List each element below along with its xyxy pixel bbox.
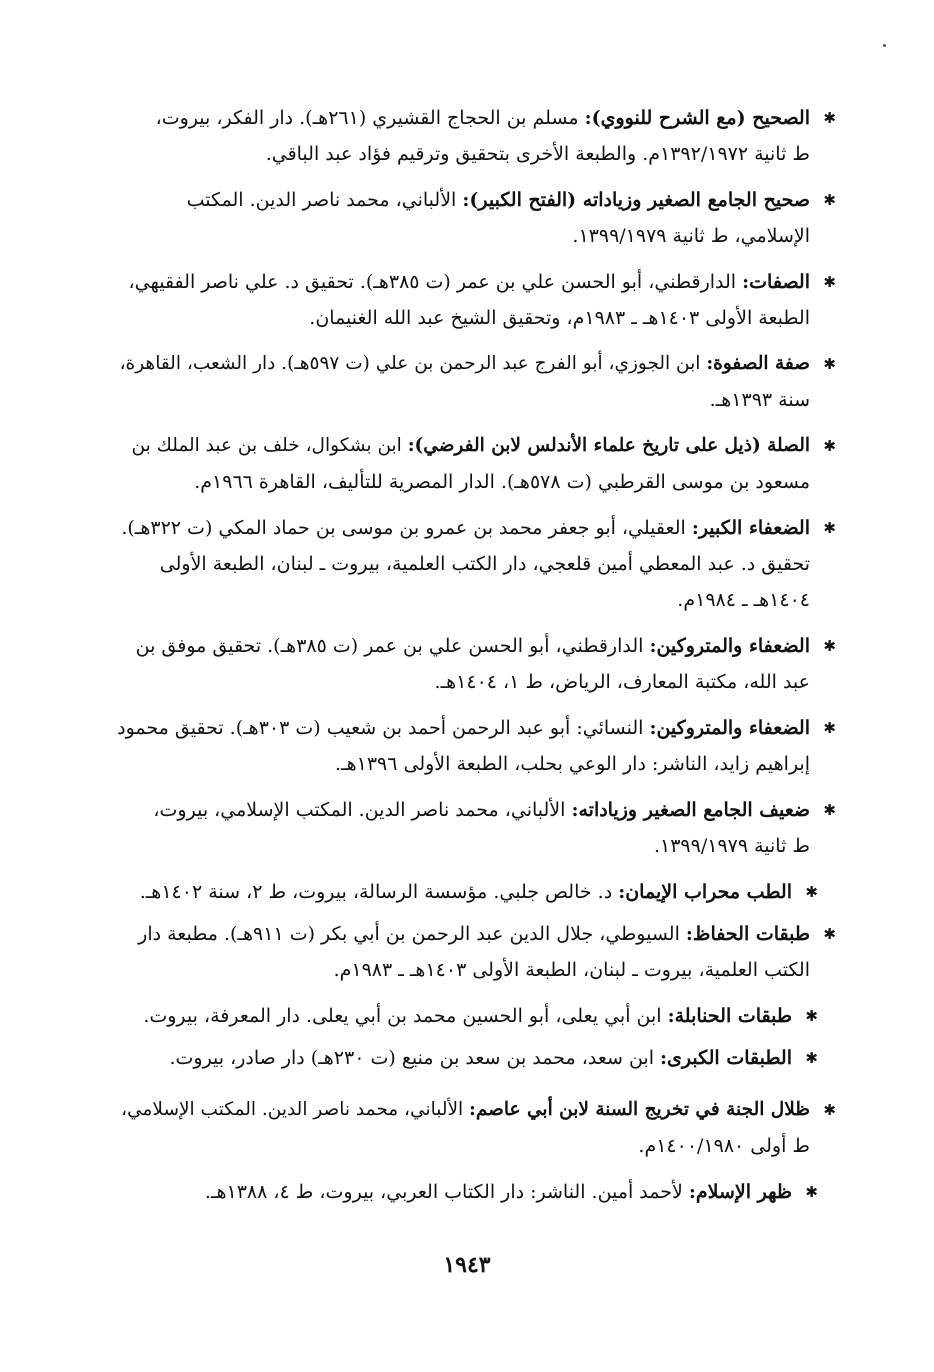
asterisk-bullet-icon: ✱ — [805, 1049, 818, 1067]
entry-title: الضعفاء الكبير: — [691, 517, 810, 539]
entry-text: السيوطي، جلال الدين عبد الرحمن بن أبي بكر (ت ٩١١هـ). مطبعة دار — [138, 923, 680, 945]
entry-first-line — [98, 998, 818, 1034]
bibliography-entry — [98, 1040, 818, 1076]
entry-text: ابن بشكوال، خلف بن عبد الملك بن — [131, 435, 402, 456]
entry-title: الضعفاء والمتروكين: — [649, 717, 810, 739]
asterisk-bullet-icon: ✱ — [823, 437, 836, 455]
asterisk-bullet-icon: ✱ — [823, 637, 836, 655]
entry-first-line — [116, 182, 836, 218]
entry-first-line — [116, 346, 836, 382]
bibliography-entry — [116, 346, 836, 418]
entry-text: تحقيق د. عبد المعطي أمين قلعجي، دار الكتب العلمية، بيروت ـ لبنان، الطبعة الأولى — [159, 553, 810, 575]
bibliography-entry — [116, 100, 836, 172]
bibliography-entry — [98, 998, 818, 1034]
entry-text: ط ثانية ١٣٩٩/١٩٧٩. — [653, 835, 810, 857]
entry-continuation-line — [116, 664, 836, 700]
entry-text: ابن الجوزي، أبو الفرج عبد الرحمن بن علي (ت ٥٩٧هـ). دار الشعب، القاهرة، — [119, 353, 701, 374]
entry-title: ظهر الإسلام: — [688, 1181, 792, 1203]
entry-text: الكتب العلمية، بيروت ـ لبنان، الطبعة الأولى ١٤٠٣هـ ـ ١٩٨٣م. — [333, 959, 810, 981]
entry-continuation-line — [116, 464, 836, 500]
entry-continuation-line — [116, 828, 836, 864]
entry-first-line — [116, 1092, 836, 1128]
entry-text: سنة ١٣٩٣هـ. — [709, 389, 810, 411]
entry-text: العقيلي، أبو جعفر محمد بن عمرو بن موسى بن حماد المكي (ت ٣٢٢هـ). — [121, 517, 686, 539]
entry-text: الدارقطني، أبو الحسن علي بن عمر (ت ٣٨٥هـ). تحقيق د. علي ناصر الفقيهي، — [128, 271, 737, 293]
entry-first-line — [116, 710, 836, 746]
entry-continuation-line — [116, 382, 836, 418]
bibliography-entry — [116, 1092, 836, 1164]
entry-first-line — [98, 1174, 818, 1210]
asterisk-bullet-icon: ✱ — [823, 801, 836, 819]
entry-title: الصحيح (مع الشرح للنووي): — [584, 107, 810, 129]
page-number: ١٩٤٣ — [443, 1252, 491, 1278]
entry-title: صفة الصفوة: — [706, 353, 810, 374]
asterisk-bullet-icon: ✱ — [823, 355, 836, 373]
entry-continuation-line — [116, 136, 836, 172]
entry-text: ١٤٠٤هـ ـ ١٩٨٤م. — [677, 589, 810, 611]
entry-text: ط ثانية ١٣٩٢/١٩٧٢م. والطبعة الأخرى بتحقيق وترقيم فؤاد عبد الباقي. — [265, 143, 810, 165]
asterisk-bullet-icon: ✱ — [823, 719, 836, 737]
entry-text: ط أولى ١٤٠٠/١٩٨٠م. — [638, 1135, 810, 1157]
scan-speck — [883, 44, 886, 47]
entry-text: الألباني، محمد ناصر الدين. المكتب الإسلامي، — [121, 1099, 464, 1120]
asterisk-bullet-icon: ✱ — [823, 191, 836, 209]
entry-text: النسائي: أبو عبد الرحمن أحمد بن شعيب (ت ٣٠٣هـ). تحقيق محمود — [117, 717, 644, 739]
entry-first-line — [116, 100, 836, 136]
entry-text: ابن أبي يعلى، أبو الحسين محمد بن أبي يعلى. دار المعرفة، بيروت. — [143, 1005, 662, 1027]
asterisk-bullet-icon: ✱ — [823, 519, 836, 537]
entry-continuation-line — [116, 546, 836, 582]
entry-title: الصفات: — [742, 271, 810, 293]
asterisk-bullet-icon: ✱ — [805, 1183, 818, 1201]
entry-continuation-line — [116, 746, 836, 782]
bibliography-entry — [116, 182, 836, 254]
entry-text: عبد الله، مكتبة المعارف، الرياض، ط ١، ١٤٠٤هـ. — [434, 671, 810, 693]
entry-first-line — [116, 628, 836, 664]
entry-first-line — [116, 792, 836, 828]
entry-text: لأحمد أمين. الناشر: دار الكتاب العربي، بيروت، ط ٤، ١٣٨٨هـ. — [204, 1181, 683, 1203]
entry-text: الطبعة الأولى ١٤٠٣هـ ـ ١٩٨٣م، وتحقيق الشيخ عبد الله الغنيمان. — [309, 307, 810, 329]
entry-first-line — [98, 1040, 818, 1076]
entry-continuation-line — [116, 1128, 836, 1164]
entry-continuation-line — [116, 952, 836, 988]
asterisk-bullet-icon: ✱ — [805, 883, 818, 901]
entry-first-line — [116, 510, 836, 546]
entry-title: الصلة (ذيل على تاريخ علماء الأندلس لابن الفرضي): — [407, 435, 810, 456]
bibliography-entry — [116, 264, 836, 336]
entry-title: طبقات الحنابلة: — [667, 1005, 792, 1027]
entry-first-line — [116, 916, 836, 952]
entry-first-line — [116, 264, 836, 300]
entry-continuation-line — [116, 300, 836, 336]
asterisk-bullet-icon: ✱ — [805, 1007, 818, 1025]
entry-text: د. خالص جلبي. مؤسسة الرسالة، بيروت، ط ٢، سنة ١٤٠٢هـ. — [139, 881, 613, 903]
bibliography-entry — [116, 628, 836, 700]
entry-first-line — [116, 428, 836, 464]
entry-title: صحيح الجامع الصغير وزياداته (الفتح الكبير): — [462, 189, 810, 211]
entry-text: الإسلامي، ط ثانية ١٣٩٩/١٩٧٩. — [572, 225, 810, 247]
asterisk-bullet-icon: ✱ — [823, 925, 836, 943]
entry-text: الألباني، محمد ناصر الدين. المكتب — [186, 189, 457, 211]
bibliography-entry — [116, 916, 836, 988]
bibliography-entry — [116, 710, 836, 782]
bibliography-entry — [116, 428, 836, 500]
asterisk-bullet-icon: ✱ — [823, 273, 836, 291]
entry-continuation-line — [116, 582, 836, 618]
entry-text: ابن سعد، محمد بن سعد بن منيع (ت ٢٣٠هـ) دار صادر، بيروت. — [169, 1047, 654, 1069]
entry-text: مسلم بن الحجاج القشيري (٢٦١هـ). دار الفكر، بيروت، — [155, 107, 579, 129]
entry-text: مسعود بن موسى القرطبي (ت ٥٧٨هـ). الدار المصرية للتأليف، القاهرة ١٩٦٦م. — [194, 471, 810, 493]
asterisk-bullet-icon: ✱ — [823, 1101, 836, 1119]
bibliography-entry — [116, 510, 836, 618]
bibliography-entry — [116, 792, 836, 864]
entry-text: إبراهيم زايد، الناشر: دار الوعي بحلب، الطبعة الأولى ١٣٩٦هـ. — [334, 753, 810, 775]
entry-title: الطب محراب الإيمان: — [618, 881, 792, 903]
entry-title: الطبقات الكبرى: — [660, 1047, 792, 1069]
bibliography-entry — [98, 874, 818, 910]
entry-text: الدارقطني، أبو الحسن علي بن عمر (ت ٣٨٥هـ). تحقيق موفق بن — [135, 635, 644, 657]
entry-text: الألباني، محمد ناصر الدين. المكتب الإسلامي، بيروت، — [153, 799, 566, 821]
bibliography-entry — [98, 1174, 818, 1210]
entry-title: طبقات الحفاظ: — [685, 923, 810, 945]
entry-continuation-line — [116, 218, 836, 254]
entry-title: الضعفاء والمتروكين: — [649, 635, 810, 657]
asterisk-bullet-icon: ✱ — [823, 109, 836, 127]
entry-title: ظلال الجنة في تخريج السنة لابن أبي عاصم: — [469, 1099, 810, 1120]
entry-title: ضعيف الجامع الصغير وزياداته: — [571, 799, 810, 821]
entry-first-line — [98, 874, 818, 910]
